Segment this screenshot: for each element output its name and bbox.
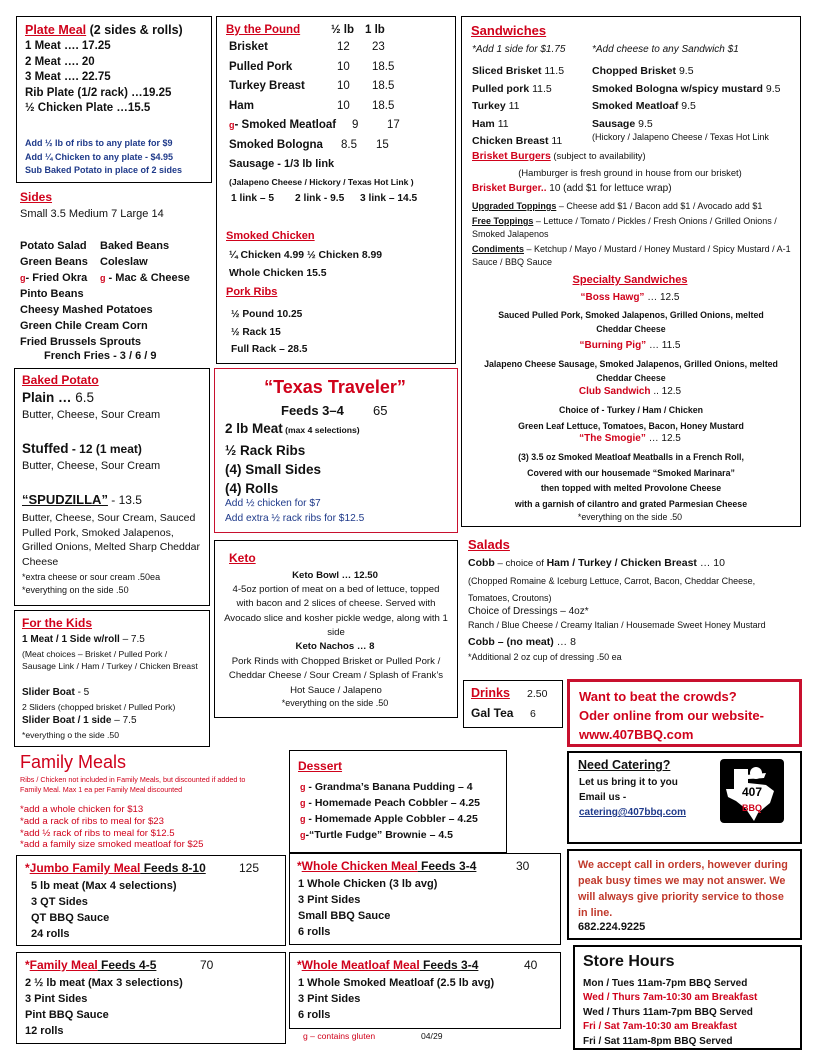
whole-meatloaf-meal-section (289, 952, 561, 1029)
family-meal-items: 2 ½ lb meat (Max 3 selections) 3 Pint Sides Pint BBQ Sauce 12 rolls (25, 977, 183, 1037)
specialty-item: “The Smogie” … 12.5 (579, 433, 681, 444)
side-item: Potato Salad (20, 240, 87, 252)
store-hours-section (573, 945, 802, 1050)
hours-row: Wed / Thurs 11am-7pm BBQ Served (583, 1006, 753, 1018)
by-pound-table (229, 41, 449, 158)
gal-tea: Gal Tea (471, 706, 514, 720)
upgraded-toppings: Upgraded Toppings – Cheese add $1 / Bacon add $1 / Avocado add $1 (472, 201, 763, 211)
family-meal-price: 70 (200, 958, 214, 972)
table-row: Brisket 12 23 (229, 41, 385, 53)
dessert-list (300, 779, 506, 843)
sandwich-item: Smoked Meatloaf 9.5 (592, 100, 696, 113)
sandwich-list-right (592, 63, 780, 133)
free-toppings: Free Toppings – Lettuce / Tomato / Pickles / Fresh Onions / Grilled Onions / Smoked Jalapenos (472, 216, 777, 239)
family-meals-adds: *add a whole chicken for $13 *add a rack of ribs to meal for $23 *add ½ rack of ribs to meal for $12.5 *add a family size smoked meatloaf for $25 (20, 804, 204, 851)
keto-bowl: Keto Bowl … 12.50 (292, 570, 378, 581)
family-meal-section (16, 952, 286, 1044)
condiments: Condiments – Ketchup / Mayo / Mustard / Honey Mustard / Spicy Mustard / A-1 Sauce / BBQ Sauce (472, 244, 791, 267)
dessert-item: g-“Turtle Fudge” Brownie – 4.5 (300, 829, 453, 841)
call-in-orders-section (567, 849, 802, 940)
kids-meal: 1 Meat / 1 Side w/roll – 7.5 (22, 634, 145, 645)
kids-title: For the Kids (22, 616, 93, 630)
drinks-section (463, 680, 563, 728)
sandwich-item: Pulled pork 11.5 (472, 82, 552, 95)
specialty-item: Club Sandwich .. 12.5 (578, 386, 682, 397)
hours-row: Fri / Sat 7am-10:30 am Breakfast (583, 1021, 737, 1033)
407-bbq-logo (720, 759, 784, 823)
plain-potato-desc: Butter, Cheese, Sour Cream (22, 409, 161, 421)
pork-ribs-title: Pork Ribs (226, 286, 278, 298)
logo-sub: BBQ (742, 803, 762, 813)
plate-meal-heading: Plate Meal (2 sides & rolls) (25, 23, 183, 37)
sausage-price-3: 3 link – 14.5 (360, 193, 418, 204)
drinks-price: 2.50 (527, 688, 548, 700)
keto-note: *everything on the side .50 (281, 698, 389, 708)
baked-potato-title: Baked Potato (22, 373, 99, 387)
sandwich-note-side: *Add 1 side for $1.75 (472, 44, 566, 55)
jumbo-price: 125 (239, 861, 260, 875)
texas-traveler-title: “Texas Traveler” (264, 377, 406, 397)
whole-chicken-meal-section (289, 853, 561, 945)
traveler-price: 65 (373, 403, 388, 418)
keto-title: Keto (229, 551, 256, 565)
sausage-title: Sausage - 1/3 lb link (229, 158, 335, 170)
sandwich-list-left (472, 63, 564, 151)
slider-side: Slider Boat / 1 side – 7.5 (22, 715, 137, 726)
side-item: Green Chile Cream Corn (20, 320, 148, 332)
plate-meal-section (16, 16, 212, 183)
whole-chicken-heading: *Whole Chicken Meal Feeds 3-4 (297, 859, 477, 873)
traveler-adds: Add ½ chicken for $7 Add extra ½ rack ribs for $12.5 (225, 498, 365, 524)
kids-section (14, 610, 210, 747)
side-item: Baked Beans (100, 240, 170, 252)
specialty-desc: Jalapeno Cheese Sausage, Smoked Jalapenos, Grilled Onions, melted Cheddar Cheese (484, 359, 778, 383)
salads-section (468, 534, 802, 670)
catering-line-1: Let us bring it to you (579, 777, 678, 788)
specialty-item: “Burning Pig” … 11.5 (579, 340, 681, 351)
sausage-price-2: 2 link - 9.5 (295, 193, 345, 204)
specialty-desc: Sauced Pulled Pork, Smoked Jalapenos, Grilled Onions, melted Cheddar Cheese (498, 310, 764, 334)
sausage-types: (Jalapeno Cheese / Hickory / Texas Hot Link ) (229, 177, 414, 187)
plate-meal-addons: Add ½ lb of ribs to any plate for $9 Add ¼ Chicken to any plate - $4.95 Sub Baked Potato in place of 2 sides (25, 138, 183, 175)
plate-meal-item: ½ Chicken Plate …15.5 (25, 102, 151, 114)
sides-sizes: Small 3.5 Medium 7 Large 14 (20, 208, 164, 220)
whole-meatloaf-items: 1 Whole Smoked Meatloaf (2.5 lb avg) 3 Pint Sides 6 rolls (298, 977, 495, 1021)
sides-title: Sides (20, 190, 53, 204)
whole-meatloaf-heading: *Whole Meatloaf Meal Feeds 3-4 (297, 958, 479, 972)
plain-potato: Plain … 6.5 (22, 390, 95, 405)
sandwich-item: Chicken Breast 11 (472, 135, 563, 148)
sandwich-item: Chopped Brisket 9.5 (592, 65, 694, 77)
order-online-banner[interactable] (567, 679, 802, 747)
menu-date: 04/29 (421, 1031, 443, 1041)
store-hours-list (583, 977, 757, 1049)
catering-line-2: Email us - (579, 792, 627, 803)
website-link[interactable]: www.407BBQ.com (579, 727, 694, 742)
dessert-item: g - Homemade Apple Cobbler – 4.25 (300, 813, 478, 825)
side-item: Green Beans (20, 256, 88, 268)
hours-row: Fri / Sat 11am-8pm BBQ Served (583, 1035, 733, 1047)
stuffed-potato-desc: Butter, Cheese, Sour Cream (22, 460, 161, 472)
hours-row: Mon / Tues 11am-7pm BBQ Served (583, 978, 748, 989)
burgers-heading: Brisket Burgers (subject to availability) (472, 150, 646, 162)
salads-note: *Additional 2 oz cup of dressing .50 ea (468, 652, 622, 662)
family-meals-title: Family Meals (20, 752, 127, 772)
dessert-item: g - Grandma’s Banana Pudding – 4 (300, 781, 473, 793)
dessert-item: g - Homemade Peach Cobbler – 4.25 (300, 797, 480, 809)
brisket-burger: Brisket Burger.. 10 (add $1 for lettuce wrap) (472, 183, 672, 194)
hours-row: Wed / Thurs 7am-10:30 am Breakfast (583, 992, 758, 1004)
gluten-legend: g – contains gluten (303, 1031, 376, 1041)
keto-bowl-desc: 4-5oz portion of meat on a bed of lettuce, topped with bacon and 2 slices of cheese. Served with Avocado slice and kosher pickle wedge, along with 1 side (224, 584, 448, 638)
dressings: Ranch / Blue Cheese / Creamy Italian / Housemade Sweet Honey Mustard (468, 620, 766, 630)
keto-section (214, 540, 458, 718)
sandwich-item: Sausage 9.5 (592, 117, 653, 130)
half-lb-header: ½ lb (331, 24, 355, 36)
side-item: g - Mac & Cheese (100, 272, 190, 284)
side-item: Coleslaw (100, 256, 148, 268)
slider-desc: 2 Sliders (chopped brisket / Pulled Pork) (22, 702, 176, 712)
pork-ribs-list: ½ Pound 10.25 ½ Rack 15 Full Rack – 28.5 (231, 309, 308, 355)
texas-traveler-section (214, 368, 458, 533)
family-meal-heading: *Family Meal Feeds 4-5 (25, 958, 157, 972)
family-meals-section (20, 752, 282, 852)
stuffed-potato: Stuffed - 12 (1 meat) (22, 441, 142, 456)
potato-note-1: *extra cheese or sour cream .50ea (22, 572, 161, 582)
dressing-title: Choice of Dressings – 4oz* (468, 606, 589, 617)
catering-email-link[interactable]: catering@407bbq.com (579, 807, 687, 818)
traveler-items: ½ Rack Ribs (4) Small Sides (4) Rolls (225, 443, 322, 496)
spudzilla-desc: Butter, Cheese, Sour Cream, Sauced Pulled Pork, Smoked Jalapenos, Grilled Onions, Melted Sharp Cheddar Cheese (22, 512, 201, 568)
gal-tea-price: 6 (530, 708, 536, 720)
catering-title: Need Catering? (578, 758, 671, 772)
sandwich-note-cheese: *Add cheese to any Sandwich $1 (592, 44, 739, 55)
table-row: Ham 10 18.5 (229, 99, 395, 112)
table-row: Smoked Bologna 8.5 15 (229, 138, 389, 151)
plate-meal-item: 2 Meat …. 20 (25, 55, 95, 68)
potato-note-2: *everything on the side .50 (22, 585, 129, 595)
kids-note: *everything o the side .50 (22, 730, 119, 740)
specialty-desc: (3) 3.5 oz Smoked Meatloaf Meatballs in a French Roll, Covered with our housemade “Smoked Marinara” then topped with melted Provolone Cheese with a garnish of cilantro and grated Parmesian Cheese (514, 452, 748, 509)
sides-fries: French Fries - 3 / 6 / 9 (44, 350, 157, 362)
slider-boat: Slider Boat - 5 (22, 687, 90, 698)
specialty-item: “Boss Hawg” … 12.5 (580, 292, 680, 303)
whole-meatloaf-price: 40 (524, 958, 538, 972)
phone-number[interactable]: 682.224.9225 (578, 921, 646, 933)
jumbo-items: 5 lb meat (Max 4 selections) 3 QT Sides QT BBQ Sauce 24 rolls (31, 880, 177, 940)
sandwich-item: Ham 11 (472, 117, 509, 130)
sides-section (20, 190, 210, 368)
specialty-title: Specialty Sandwiches (572, 274, 688, 286)
jumbo-family-meal-section (16, 855, 286, 946)
spudzilla: “SPUDZILLA” - 13.5 (22, 492, 142, 507)
sides-col-1 (20, 238, 88, 302)
cobb-desc: (Chopped Romaine & Iceburg Lettuce, Carrot, Bacon, Cheddar Cheese, Tomatoes, Croutons) (468, 576, 756, 603)
sandwiches-title: Sandwiches (471, 23, 547, 38)
kids-meat-choices: (Meat choices – Brisket / Pulled Pork / Sausage Link / Ham / Turkey / Chicken Breast (22, 649, 198, 671)
sandwich-item: Sliced Brisket 11.5 (472, 65, 565, 77)
traveler-meat: 2 lb Meat (max 4 selections) (225, 421, 360, 436)
sausage-note: (Hickory / Jalapeno Cheese / Texas Hot Link (592, 132, 769, 142)
cobb-no-meat: Cobb – (no meat) … 8 (468, 636, 576, 648)
keto-nachos-desc: Pork Rinds with Chopped Brisket or Pulled Pork / Cheddar Cheese / Sour Cream / Splash of Frank’s Hot Sauce / Jalapeno (228, 656, 444, 696)
dessert-section (289, 750, 507, 853)
logo-number: 407 (741, 785, 763, 799)
whole-chicken-items: 1 Whole Chicken (3 lb avg) 3 Pint Sides Small BBQ Sauce 6 rolls (298, 878, 438, 938)
sides-full-list (20, 302, 153, 350)
sausage-price-1: 1 link – 5 (231, 193, 275, 204)
full-lb-header: 1 lb (365, 24, 385, 36)
sandwiches-section (461, 16, 801, 527)
drinks-title: Drinks (471, 686, 510, 700)
sides-col-2 (100, 238, 190, 286)
by-the-pound-section (216, 16, 456, 364)
sandwich-item: Turkey 11 (472, 100, 520, 113)
sandwich-everything-note: *everything on the side .50 (577, 512, 683, 522)
salads-title: Salads (468, 537, 510, 552)
plate-meal-list (25, 39, 171, 117)
jumbo-heading: *Jumbo Family Meal Feeds 8-10 (25, 861, 206, 875)
chicken-line-1: ¼ Chicken 4.99 ½ Chicken 8.99 (229, 250, 383, 261)
chicken-line-2: Whole Chicken 15.5 (229, 268, 327, 279)
dessert-title: Dessert (298, 759, 343, 773)
cobb-salad: Cobb – choice of Ham / Turkey / Chicken Breast … 10 (468, 557, 725, 569)
table-row: Turkey Breast 10 18.5 (229, 80, 395, 92)
family-meals-note: Ribs / Chicken not included in Family Meals, but discounted if added to Family Meal. Max 1 ea per Family Meal discounted (20, 775, 246, 794)
traveler-feeds: Feeds 3–4 (281, 403, 344, 418)
side-item: g- Fried Okra (20, 272, 88, 284)
whole-chicken-price: 30 (516, 859, 530, 873)
specialty-desc: Choice of - Turkey / Ham / Chicken Green Leaf Lettuce, Tomatoes, Bacon, Honey Mustard (518, 405, 744, 431)
by-pound-title: By the Pound (226, 24, 301, 36)
plate-meal-item: 3 Meat …. 22.75 (25, 71, 111, 83)
side-item: Fried Brussels Sprouts (20, 336, 142, 348)
table-row: Pulled Pork 10 18.5 (229, 60, 395, 73)
smoked-chicken-title: Smoked Chicken (226, 230, 315, 242)
call-in-text: We accept call in orders, however during peak busy times we may not answer. We will always give priority service to those in line. (578, 859, 788, 919)
baked-potato-section (14, 368, 210, 606)
burgers-note: (Hamburger is fresh ground in house from our brisket) (518, 167, 742, 178)
keto-nachos: Keto Nachos … 8 (295, 641, 375, 652)
plate-meal-item: 1 Meat …. 17.25 (25, 40, 111, 52)
catering-section (567, 751, 802, 844)
plate-meal-item: Rib Plate (1/2 rack) …19.25 (25, 86, 172, 99)
sandwich-item: Smoked Bologna w/spicy mustard 9.5 (592, 82, 781, 95)
order-online-text: Want to beat the crowds? Oder online from our website- www.407BBQ.com (579, 689, 764, 742)
table-row: g- Smoked Meatloaf 9 17 (229, 119, 400, 131)
side-item: Pinto Beans (20, 288, 84, 300)
store-hours-title: Store Hours (583, 953, 675, 970)
side-item: Cheesy Mashed Potatoes (20, 304, 153, 316)
